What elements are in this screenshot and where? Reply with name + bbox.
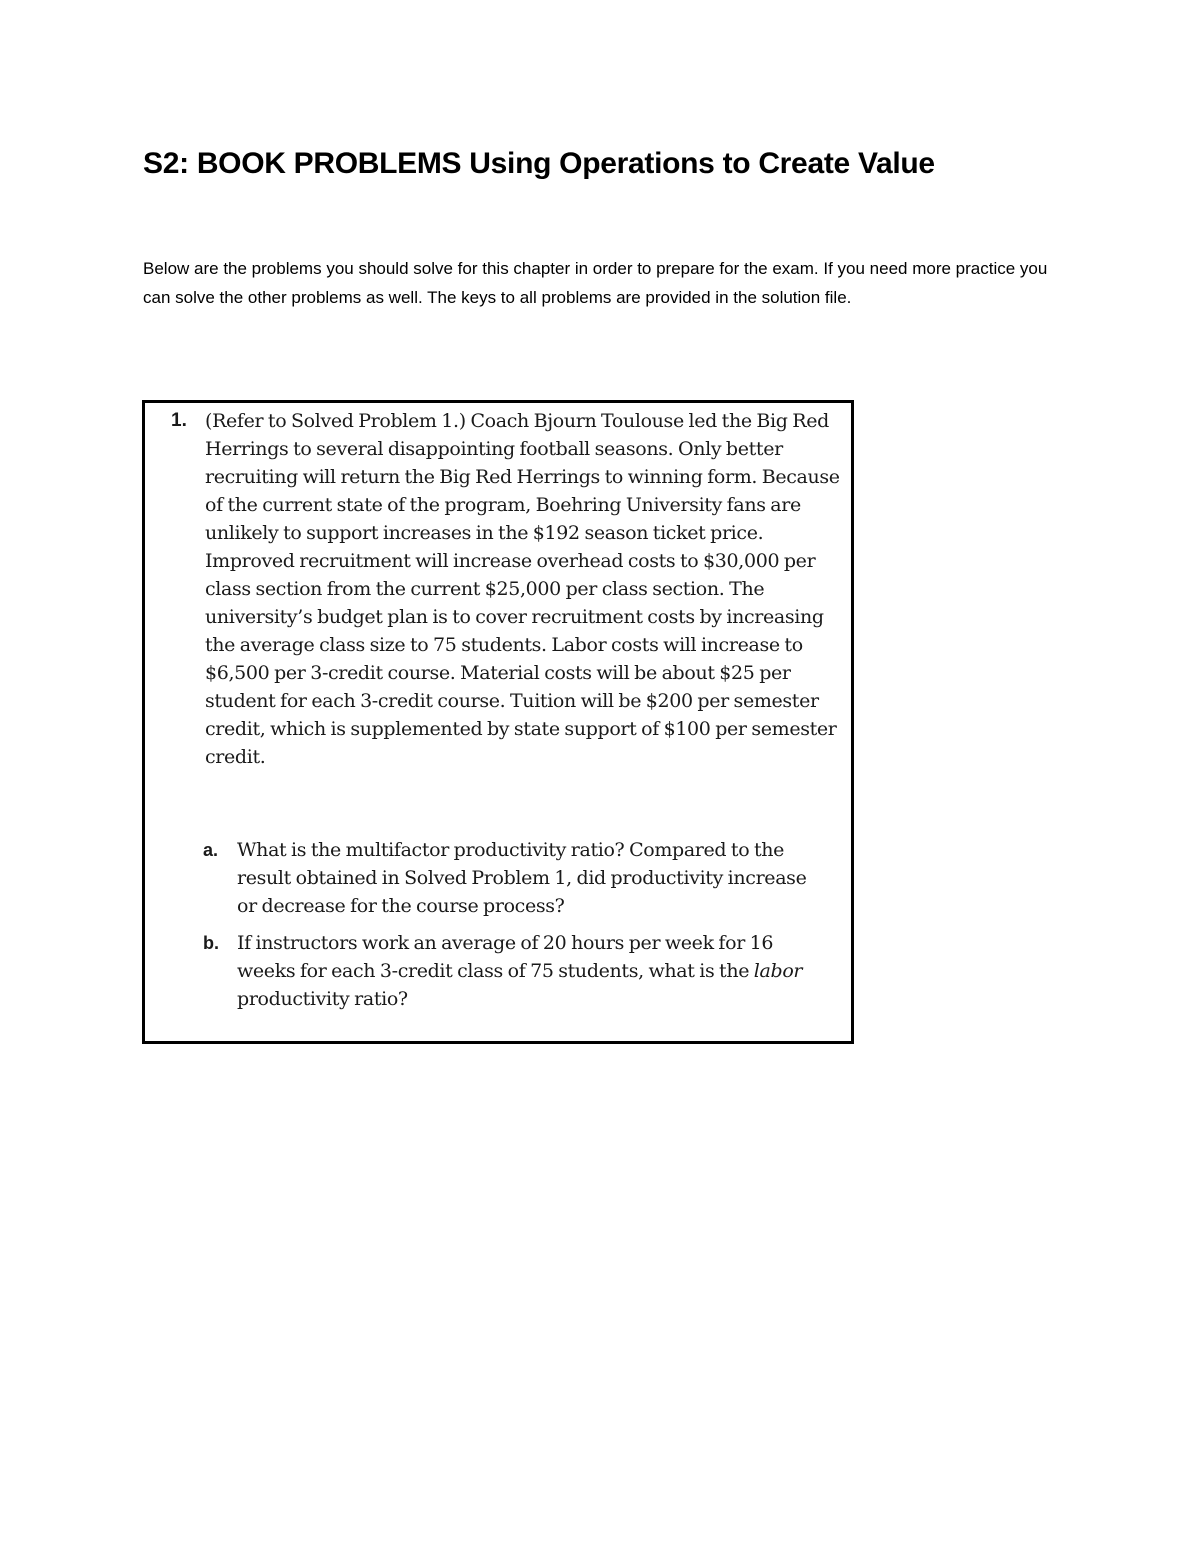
page-title: S2: BOOK PROBLEMS Using Operations to Create Value xyxy=(143,147,935,180)
part-b-question xyxy=(237,929,827,1013)
part-a-letter: a. xyxy=(203,840,219,860)
intro-paragraph: Below are the problems you should solve for this chapter in order to prepare for the exam. If you need more practice you can solve the other problems as well. The keys to all problems are provided in the solution file. xyxy=(143,259,1048,307)
problem-statement: (Refer to Solved Problem 1.) Coach Bjourn Toulouse led the Big Red Herrings to several disappointing football seasons. Only better recruiting will return the Big Red Herrings to winning form. Because of the current state of the program, Boehring University fans are unlikely to support increases in the $192 season ticket price. Improved recruitment will increase overhead costs to $30,000 per class section from the current $25,000 per class section. The university’s budget plan is to cover recruitment costs by increasing the average class size to 75 students. Labor costs will increase to $6,500 per 3-credit course. Material costs will be about $25 per student for each 3-credit course. Tuition will be $200 per semester credit, which is supplemented by state support of $100 per semester credit. xyxy=(205,410,840,768)
part-a-question: What is the multifactor productivity ratio? Compared to the result obtained in Solved Problem 1, did productivity increase or decrease for the course process? xyxy=(237,839,807,917)
part-b-text-after: productivity ratio? xyxy=(237,988,408,1010)
part-b-letter: b. xyxy=(203,933,219,953)
problem-number: 1. xyxy=(171,410,187,431)
problem-box xyxy=(142,400,854,1044)
part-b-text-before: If instructors work an average of 20 hours per week for 16 weeks for each 3-credit class of 75 students, what is the xyxy=(237,932,774,982)
part-b-italic-word: labor xyxy=(753,960,803,982)
